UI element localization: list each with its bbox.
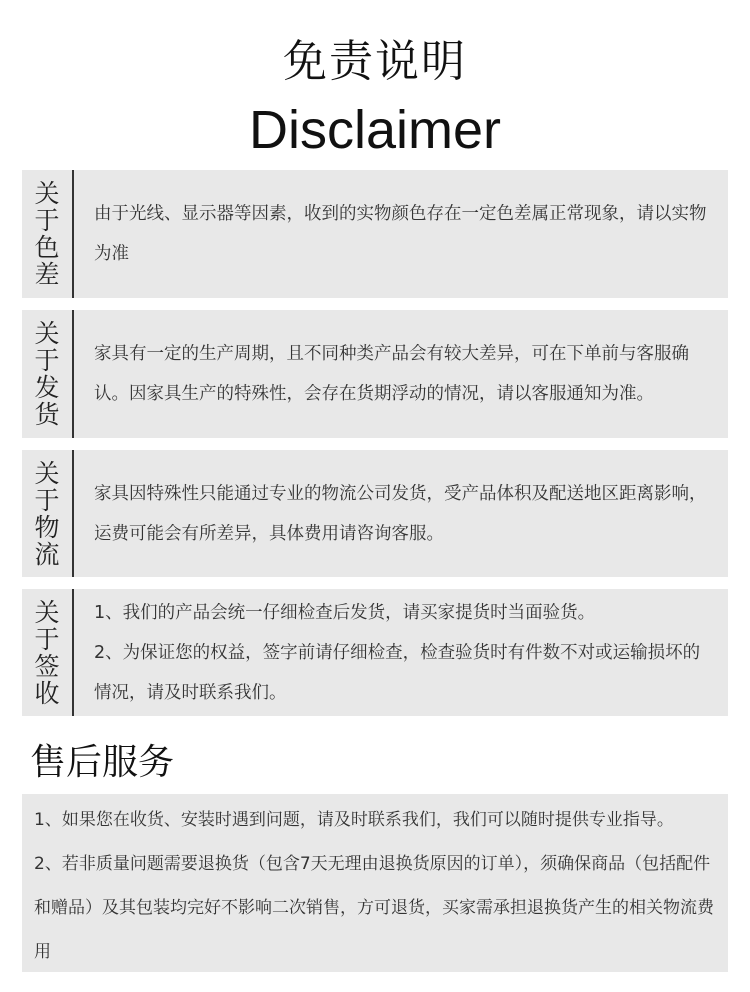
section-label-char: 发 bbox=[34, 373, 60, 402]
section-label-char: 色 bbox=[34, 233, 60, 262]
section-label-char: 货 bbox=[34, 400, 60, 429]
section-label-char: 于 bbox=[34, 624, 60, 654]
section-label-char: 关 bbox=[34, 597, 60, 627]
aftersale-heading: 售后服务 bbox=[30, 742, 175, 783]
aftersale-item: 1、如果您在收货、安装时遇到问题，请及时联系我们，我们可以随时提供专业指导。 bbox=[34, 810, 674, 830]
section-label-char: 流 bbox=[34, 539, 60, 569]
section-label-char: 差 bbox=[34, 260, 60, 289]
section-paragraph: 由于光线、显示器等因素，收到的实物颜色存在一定色差属正常现象，请以实物为准 bbox=[94, 204, 707, 264]
page-title-chinese: 免责说明 bbox=[283, 36, 467, 87]
section-paragraph: 家具有一定的生产周期，且不同种类产品会有较大差异，可在下单前与客服确认。因家具生产的特殊性，会存在货期浮动的情况，请以客服通知为准。 bbox=[94, 344, 689, 404]
section-label-char: 关 bbox=[34, 179, 60, 208]
section-label bbox=[22, 589, 74, 716]
section-label bbox=[22, 450, 74, 577]
aftersale-item: 2、若非质量问题需要退换货（包含7天无理由退换货原因的订单），须确保商品（包括配件和赠品）及其包装均完好不影响二次销售，方可退货，买家需承担退换货产生的相关物流费用 bbox=[34, 854, 714, 962]
section-content bbox=[74, 589, 728, 716]
section-logistics bbox=[22, 450, 728, 577]
section-label-char: 于 bbox=[34, 346, 60, 375]
section-label-char: 收 bbox=[34, 678, 60, 708]
section-content bbox=[74, 450, 728, 577]
aftersale-content bbox=[22, 794, 728, 972]
section-content bbox=[74, 170, 728, 298]
section-label-char: 于 bbox=[34, 485, 60, 515]
section-shipping bbox=[22, 310, 728, 438]
section-label bbox=[22, 310, 74, 438]
section-color-difference bbox=[22, 170, 728, 298]
section-paragraph: 2、为保证您的权益，签字前请仔细检查，检查验货时有件数不对或运输损坏的情况，请及时联系我们。 bbox=[94, 642, 701, 703]
disclaimer-sections bbox=[22, 170, 728, 728]
section-paragraph: 1、我们的产品会统一仔细检查后发货，请买家提货时当面验货。 bbox=[94, 602, 596, 623]
section-label-char: 于 bbox=[34, 206, 60, 235]
section-label-char: 关 bbox=[34, 319, 60, 348]
section-label-char: 关 bbox=[34, 458, 60, 488]
section-receipt bbox=[22, 589, 728, 716]
title-block bbox=[0, 30, 750, 166]
section-content bbox=[74, 310, 728, 438]
section-label bbox=[22, 170, 74, 298]
section-paragraph: 家具因特殊性只能通过专业的物流公司发货，受产品体积及配送地区距离影响，运费可能会有所差异，具体费用请咨询客服。 bbox=[94, 483, 707, 544]
page-title-english: Disclaimer bbox=[248, 100, 502, 160]
section-label-char: 物 bbox=[34, 512, 60, 542]
section-label-char: 签 bbox=[34, 651, 60, 681]
